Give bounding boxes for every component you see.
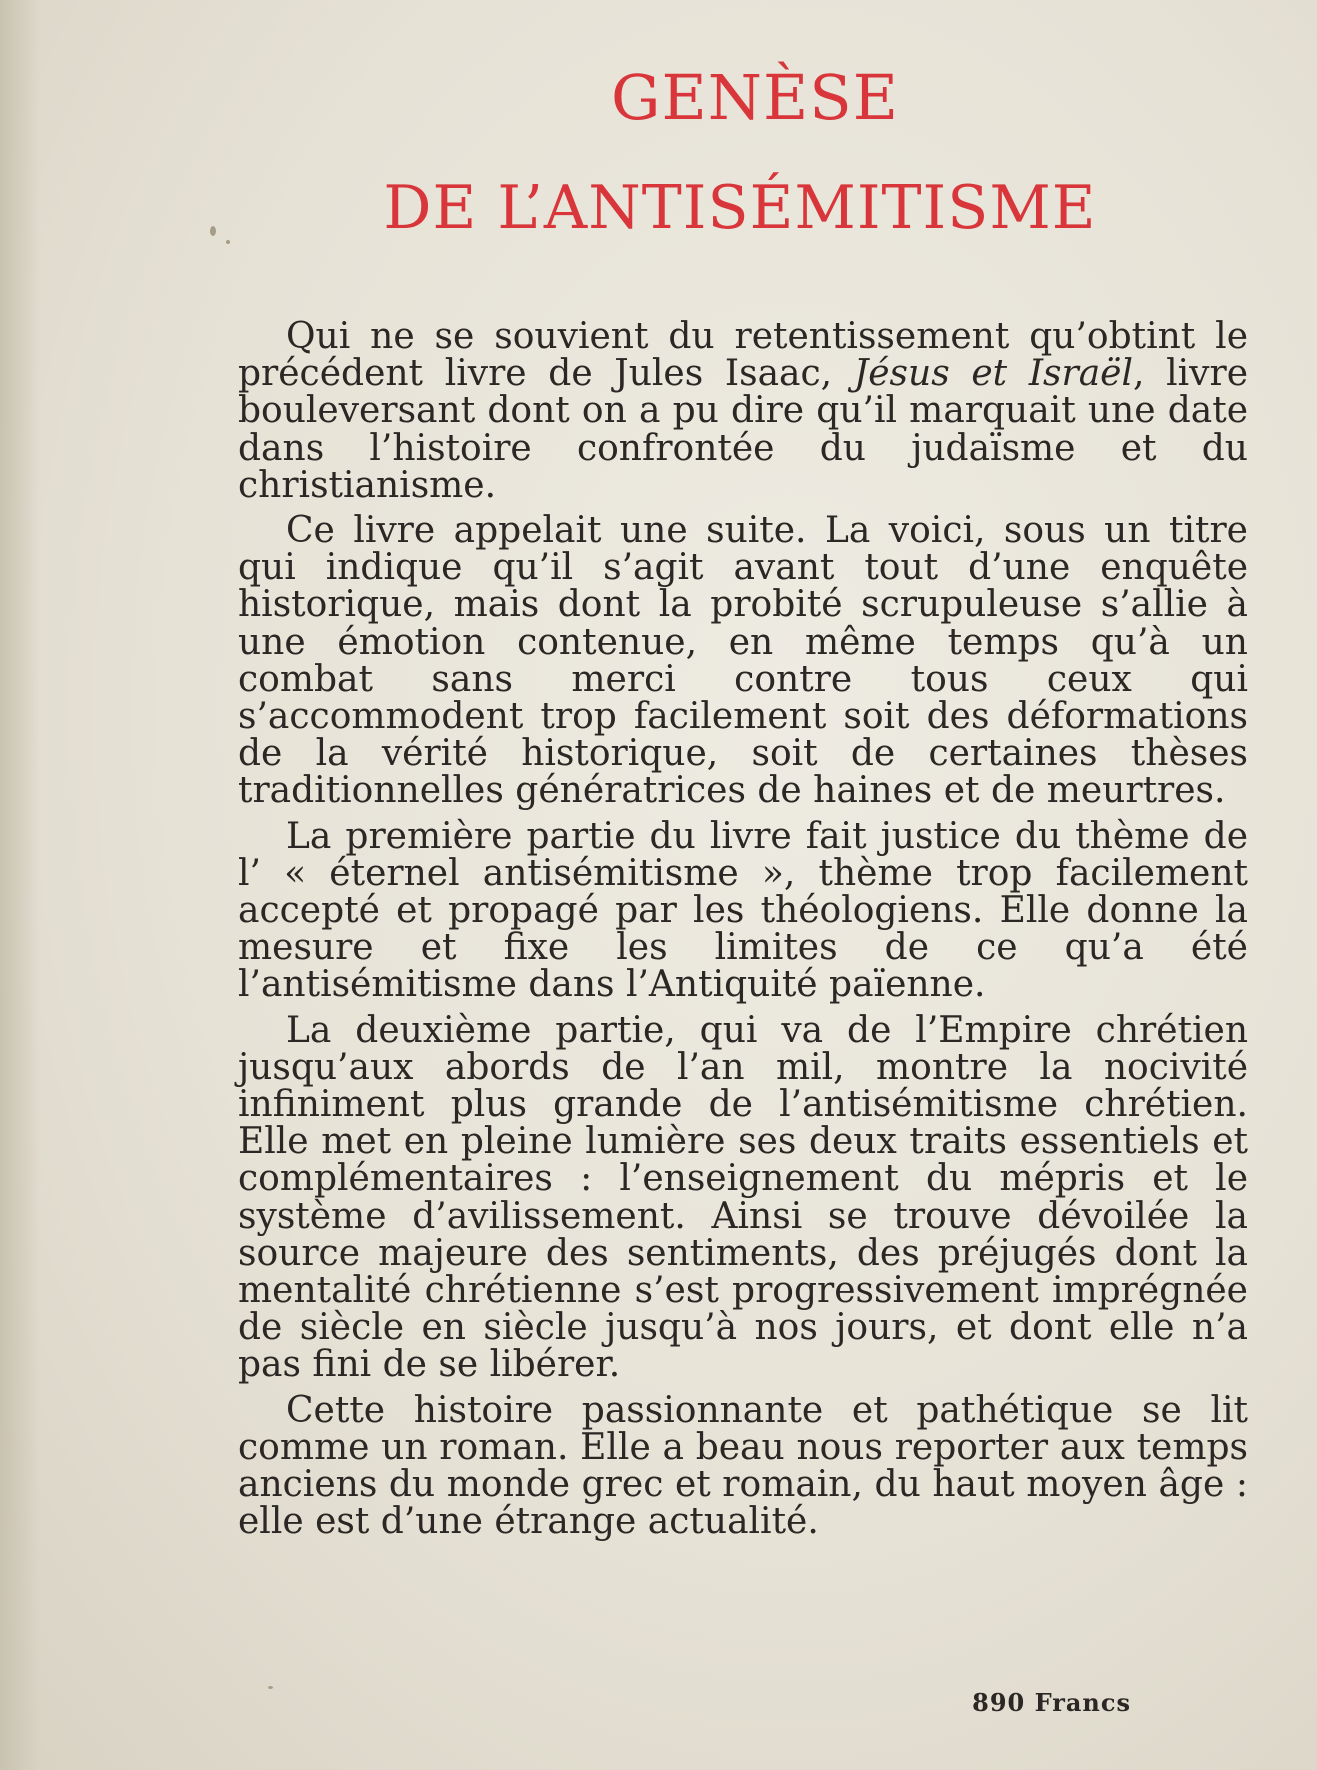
paragraph-2: Ce livre appelait une suite. La voici, sous un titre qui indique qu’il s’agit avant tout d’une enquête historique, mais dont la probité scrupuleuse s’allie à une émotion contenue, en même temps qu’à un combat sans merci contre tous ceux qui s’accommodent trop facilement soit des déformations de la vérité historique, soit de certaines thèses traditionnelles génératrices de haines et de meurtres. [238,510,1248,812]
paragraph-1-end: , livre bouleversant dont on a pu dire qu’il marquait une date dans l’histoire confrontée du judaïsme et du christianisme. [238,353,1249,506]
book-title-line1: GENÈSE [610,61,900,134]
paragraph-1-start: Qui ne se souvient du retentissement qu’obtint le précédent livre de Jules Isaac, [238,316,1248,395]
referenced-book-title: Jésus et Israël [853,353,1134,395]
paragraph-3: La première partie du livre fait justice du thème de l’ « éternel antisémitisme », thème trop facilement accepté et propagé par les théologiens. Elle donne la mesure et fixe les limites de ce qu’a été l’antisémitisme dans l’Antiquité païenne. [238,815,1248,1006]
paragraph-1 [238,318,1248,504]
paper-stain [210,226,216,236]
page-edge-shadow [0,0,40,1770]
blurb-text [238,318,1248,1541]
paragraph-4: La deuxième partie, qui va de l’Empire chrétien jusqu’aux abords de l’an mil, montre la nocivité infiniment plus grande de l’antisémitisme chrétien. Elle met en pleine lumière ses deux traits essentiels et complémentaires : l’enseignement du mépris et le système d’avilissement. Ainsi se trouve dévoilée la source majeure des sentiments, des préjugés dont la mentalité chrétienne s’est progressivement imprégnée de siècle en siècle jusqu’à nos jours, et dont elle n’a pas fini de se libérer. [238,1009,1248,1386]
paragraph-5: Cette histoire passionnante et pathétique se lit comme un roman. Elle a beau nous reporter aux temps anciens du monde grec et romain, du haut moyen âge : elle est d’une étrange actualité. [238,1389,1248,1543]
paper-stain [268,1686,273,1689]
book-title-line2: DE L’ANTISÉMITISME [383,173,1097,243]
book-title [360,58,1120,248]
price-label: 890 Francs [972,1688,1131,1717]
paper-stain [226,240,230,244]
